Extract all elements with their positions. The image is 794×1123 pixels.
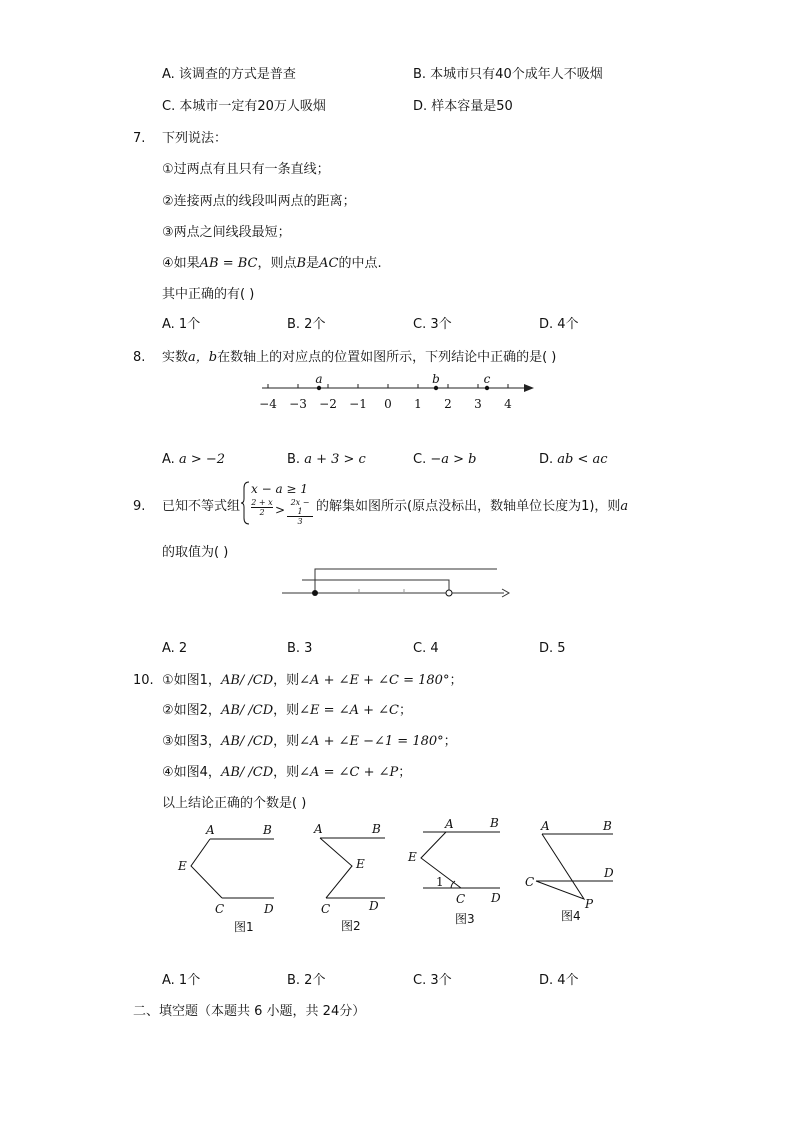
fig1-label-b: B bbox=[263, 823, 272, 837]
q8-tick-label: 1 bbox=[414, 397, 422, 411]
q10-statement-2 bbox=[162, 703, 412, 719]
q10-s2-post: ； bbox=[398, 703, 412, 718]
q9-fraction-2 bbox=[287, 498, 313, 526]
q10-s2-eq: ∠E = ∠A + ∠C bbox=[299, 703, 399, 718]
q10-s2-pre: ②如图2， bbox=[162, 703, 221, 718]
q10-s1-post: ； bbox=[449, 673, 463, 688]
fig1-label-e: E bbox=[178, 859, 187, 873]
q7-stem: 下列说法： bbox=[162, 131, 228, 146]
q7-ask: 其中正确的有( ) bbox=[162, 287, 255, 302]
q9-ray-right bbox=[315, 569, 497, 593]
q7-s4-mid2: 是 bbox=[306, 256, 320, 271]
q10-s1-math: AB/ /CD bbox=[220, 673, 274, 688]
q10-s2-mid: ，则 bbox=[273, 703, 300, 718]
q8-point-label-a: a bbox=[315, 372, 323, 386]
q8-point-b bbox=[434, 386, 438, 390]
q10-figure-3 bbox=[405, 814, 510, 934]
q7-number: 7. bbox=[133, 131, 146, 146]
q8-stem bbox=[162, 350, 556, 366]
q8-option-a-label: A. bbox=[162, 452, 175, 467]
fig4-caption: 图4 bbox=[561, 909, 581, 923]
section-2-heading: 二、填空题（本题共 6 小题，共 24分） bbox=[133, 1004, 366, 1019]
fig1-polyline-aec bbox=[191, 839, 222, 898]
fig3-label-a: A bbox=[445, 817, 454, 831]
fig4-polyline-apc bbox=[536, 834, 584, 899]
q10-s1-eq: ∠A + ∠E + ∠C = 180° bbox=[299, 673, 450, 688]
q10-s4-eq: ∠A = ∠C + ∠P bbox=[299, 765, 399, 780]
q10-s4-pre: ④如图4， bbox=[162, 765, 221, 780]
fig4-label-a: A bbox=[541, 819, 550, 833]
q8-point-a bbox=[317, 386, 321, 390]
q10-statement-1 bbox=[162, 673, 462, 689]
q9-stem-line2: 的取值为( ) bbox=[162, 545, 229, 560]
q8-point-c bbox=[485, 386, 489, 390]
q10-ask: 以上结论正确的个数是( ) bbox=[162, 796, 307, 811]
q10-s3-math: AB/ /CD bbox=[220, 734, 274, 749]
q7-option-b: B. 2个 bbox=[287, 317, 326, 332]
q9-option-d: D. 5 bbox=[539, 641, 566, 656]
q10-s4-mid: ，则 bbox=[273, 765, 300, 780]
fig2-label-a: A bbox=[314, 822, 323, 836]
fig2-label-c: C bbox=[321, 902, 331, 916]
q10-s1-pre: ①如图1， bbox=[162, 673, 221, 688]
q10-s3-mid: ，则 bbox=[273, 734, 300, 749]
q10-s4-post: ； bbox=[398, 765, 412, 780]
q10-option-d: D. 4个 bbox=[539, 973, 579, 988]
q7-option-d: D. 4个 bbox=[539, 317, 579, 332]
q8-axis-arrow-icon bbox=[524, 384, 534, 392]
q9-stem-post bbox=[316, 499, 628, 515]
q10-s2-math: AB/ /CD bbox=[220, 703, 274, 718]
q9-system-line1: x − a ≥ 1 bbox=[251, 482, 308, 496]
q10-s4-math: AB/ /CD bbox=[220, 765, 274, 780]
q9-option-b: B. 3 bbox=[287, 641, 313, 656]
fig2-label-d: D bbox=[369, 899, 379, 913]
q8-tick-label: 3 bbox=[474, 397, 482, 411]
q6-option-b: B. 本城市只有40个成年人不吸烟 bbox=[413, 67, 603, 82]
q10-statement-4 bbox=[162, 765, 411, 781]
q6-option-c: C. 本城市一定有20万人吸烟 bbox=[162, 99, 326, 114]
q8-number: 8. bbox=[133, 350, 146, 365]
q9-stem-post-text: 的解集如图所示(原点没标出，数轴单位长度为1)，则 bbox=[316, 499, 621, 514]
q7-s4-ac: AC bbox=[319, 256, 339, 271]
q8-tick-label: −3 bbox=[289, 397, 307, 411]
q9-system-brace-icon bbox=[241, 480, 251, 526]
q10-number: 10. bbox=[133, 673, 154, 688]
q9-option-c: C. 4 bbox=[413, 641, 439, 656]
q10-s3-post: ； bbox=[443, 734, 457, 749]
q10-s3-pre: ③如图3， bbox=[162, 734, 221, 749]
fig3-label-1: 1 bbox=[436, 875, 444, 889]
q8-option-c bbox=[413, 452, 476, 468]
q9-frac2-numerator: 2x − 1 bbox=[287, 498, 313, 517]
q8-number-line-figure bbox=[250, 370, 550, 415]
q8-option-b bbox=[287, 452, 366, 468]
fig3-label-b: B bbox=[490, 816, 499, 830]
q7-statement-3: ③两点之间线段最短； bbox=[162, 225, 291, 240]
q8-tick-label: −2 bbox=[319, 397, 337, 411]
q8-tick-label: 2 bbox=[444, 397, 452, 411]
q7-s4-math: AB = BC bbox=[199, 256, 258, 271]
q8-option-a-math: a > −2 bbox=[178, 452, 226, 467]
q10-option-a: A. 1个 bbox=[162, 973, 201, 988]
fig4-label-d: D bbox=[604, 866, 614, 880]
fig3-label-d: D bbox=[491, 891, 501, 905]
q8-tick-label: −4 bbox=[259, 397, 277, 411]
q6-option-d: D. 样本容量是50 bbox=[413, 99, 513, 114]
q8-option-b-label: B. bbox=[287, 452, 301, 467]
q10-figure-4 bbox=[520, 814, 625, 934]
fig3-label-e: E bbox=[408, 850, 417, 864]
q9-stem-var: a bbox=[620, 499, 629, 514]
q8-tick-label: 4 bbox=[504, 397, 512, 411]
fig2-label-b: B bbox=[372, 822, 381, 836]
q9-solution-number-line bbox=[280, 562, 515, 602]
q8-tick-label: −1 bbox=[349, 397, 367, 411]
q8-stem-vars: a，b bbox=[188, 350, 218, 365]
q8-point-label-b: b bbox=[432, 372, 440, 386]
q8-stem-post: 在数轴上的对应点的位置如图所示，下列结论中正确的是( ) bbox=[217, 350, 557, 365]
q10-option-c: C. 3个 bbox=[413, 973, 452, 988]
fig4-label-c: C bbox=[525, 875, 535, 889]
fig4-label-p: P bbox=[585, 897, 594, 911]
q7-statement-4 bbox=[162, 256, 382, 272]
q9-stem-pre: 已知不等式组 bbox=[162, 499, 241, 514]
q9-frac2-denominator: 3 bbox=[297, 517, 303, 526]
q7-statement-1: ①过两点有且只有一条直线； bbox=[162, 162, 330, 177]
q9-number: 9. bbox=[133, 499, 146, 514]
q8-option-d-math: ab < ac bbox=[557, 452, 608, 467]
fig1-label-c: C bbox=[215, 902, 225, 916]
q8-point-label-c: c bbox=[483, 372, 491, 386]
q8-option-d-label: D. bbox=[539, 452, 554, 467]
q9-frac1-numerator: 2 + x bbox=[251, 498, 273, 507]
q7-s4-b: B bbox=[296, 256, 307, 271]
q7-s4-mid: ，则点 bbox=[257, 256, 297, 271]
q9-option-a: A. 2 bbox=[162, 641, 188, 656]
q9-ray-left bbox=[302, 580, 449, 593]
fig4-label-b: B bbox=[603, 819, 612, 833]
fig3-caption: 图3 bbox=[455, 912, 475, 926]
fig2-caption: 图2 bbox=[341, 919, 361, 933]
q9-gt-sign: > bbox=[275, 503, 286, 517]
q8-option-b-math: a + 3 > c bbox=[304, 452, 366, 467]
q8-option-d bbox=[539, 452, 608, 468]
fig2-polyline-aec bbox=[320, 838, 352, 898]
q10-s3-eq: ∠A + ∠E −∠1 = 180° bbox=[299, 734, 444, 749]
q9-solid-point bbox=[312, 590, 318, 596]
q10-option-b: B. 2个 bbox=[287, 973, 326, 988]
q8-option-c-label: C. bbox=[413, 452, 427, 467]
fig3-label-c: C bbox=[456, 892, 466, 906]
q8-tick-label: 0 bbox=[384, 397, 392, 411]
q10-statement-3 bbox=[162, 734, 457, 750]
q9-open-point bbox=[446, 590, 452, 596]
q9-frac1-denominator: 2 bbox=[259, 508, 265, 517]
q7-option-a: A. 1个 bbox=[162, 317, 201, 332]
q7-option-c: C. 3个 bbox=[413, 317, 452, 332]
q6-option-a: A. 该调查的方式是普查 bbox=[162, 67, 296, 82]
q9-fraction-1 bbox=[251, 498, 273, 517]
q8-option-a bbox=[162, 452, 225, 468]
q10-figure-2 bbox=[308, 818, 398, 938]
q7-s4-pre: ④如果 bbox=[162, 256, 200, 271]
fig1-label-a: A bbox=[206, 823, 215, 837]
q10-figure-1 bbox=[170, 818, 285, 938]
fig2-label-e: E bbox=[356, 857, 365, 871]
q10-s1-mid: ，则 bbox=[273, 673, 300, 688]
q8-option-c-math: −a > b bbox=[430, 452, 477, 467]
fig1-label-d: D bbox=[264, 902, 274, 916]
q8-stem-pre: 实数 bbox=[162, 350, 189, 365]
q7-statement-2: ②连接两点的线段叫两点的距离； bbox=[162, 194, 356, 209]
q7-s4-post: 的中点. bbox=[338, 256, 382, 271]
fig1-caption: 图1 bbox=[234, 920, 254, 934]
